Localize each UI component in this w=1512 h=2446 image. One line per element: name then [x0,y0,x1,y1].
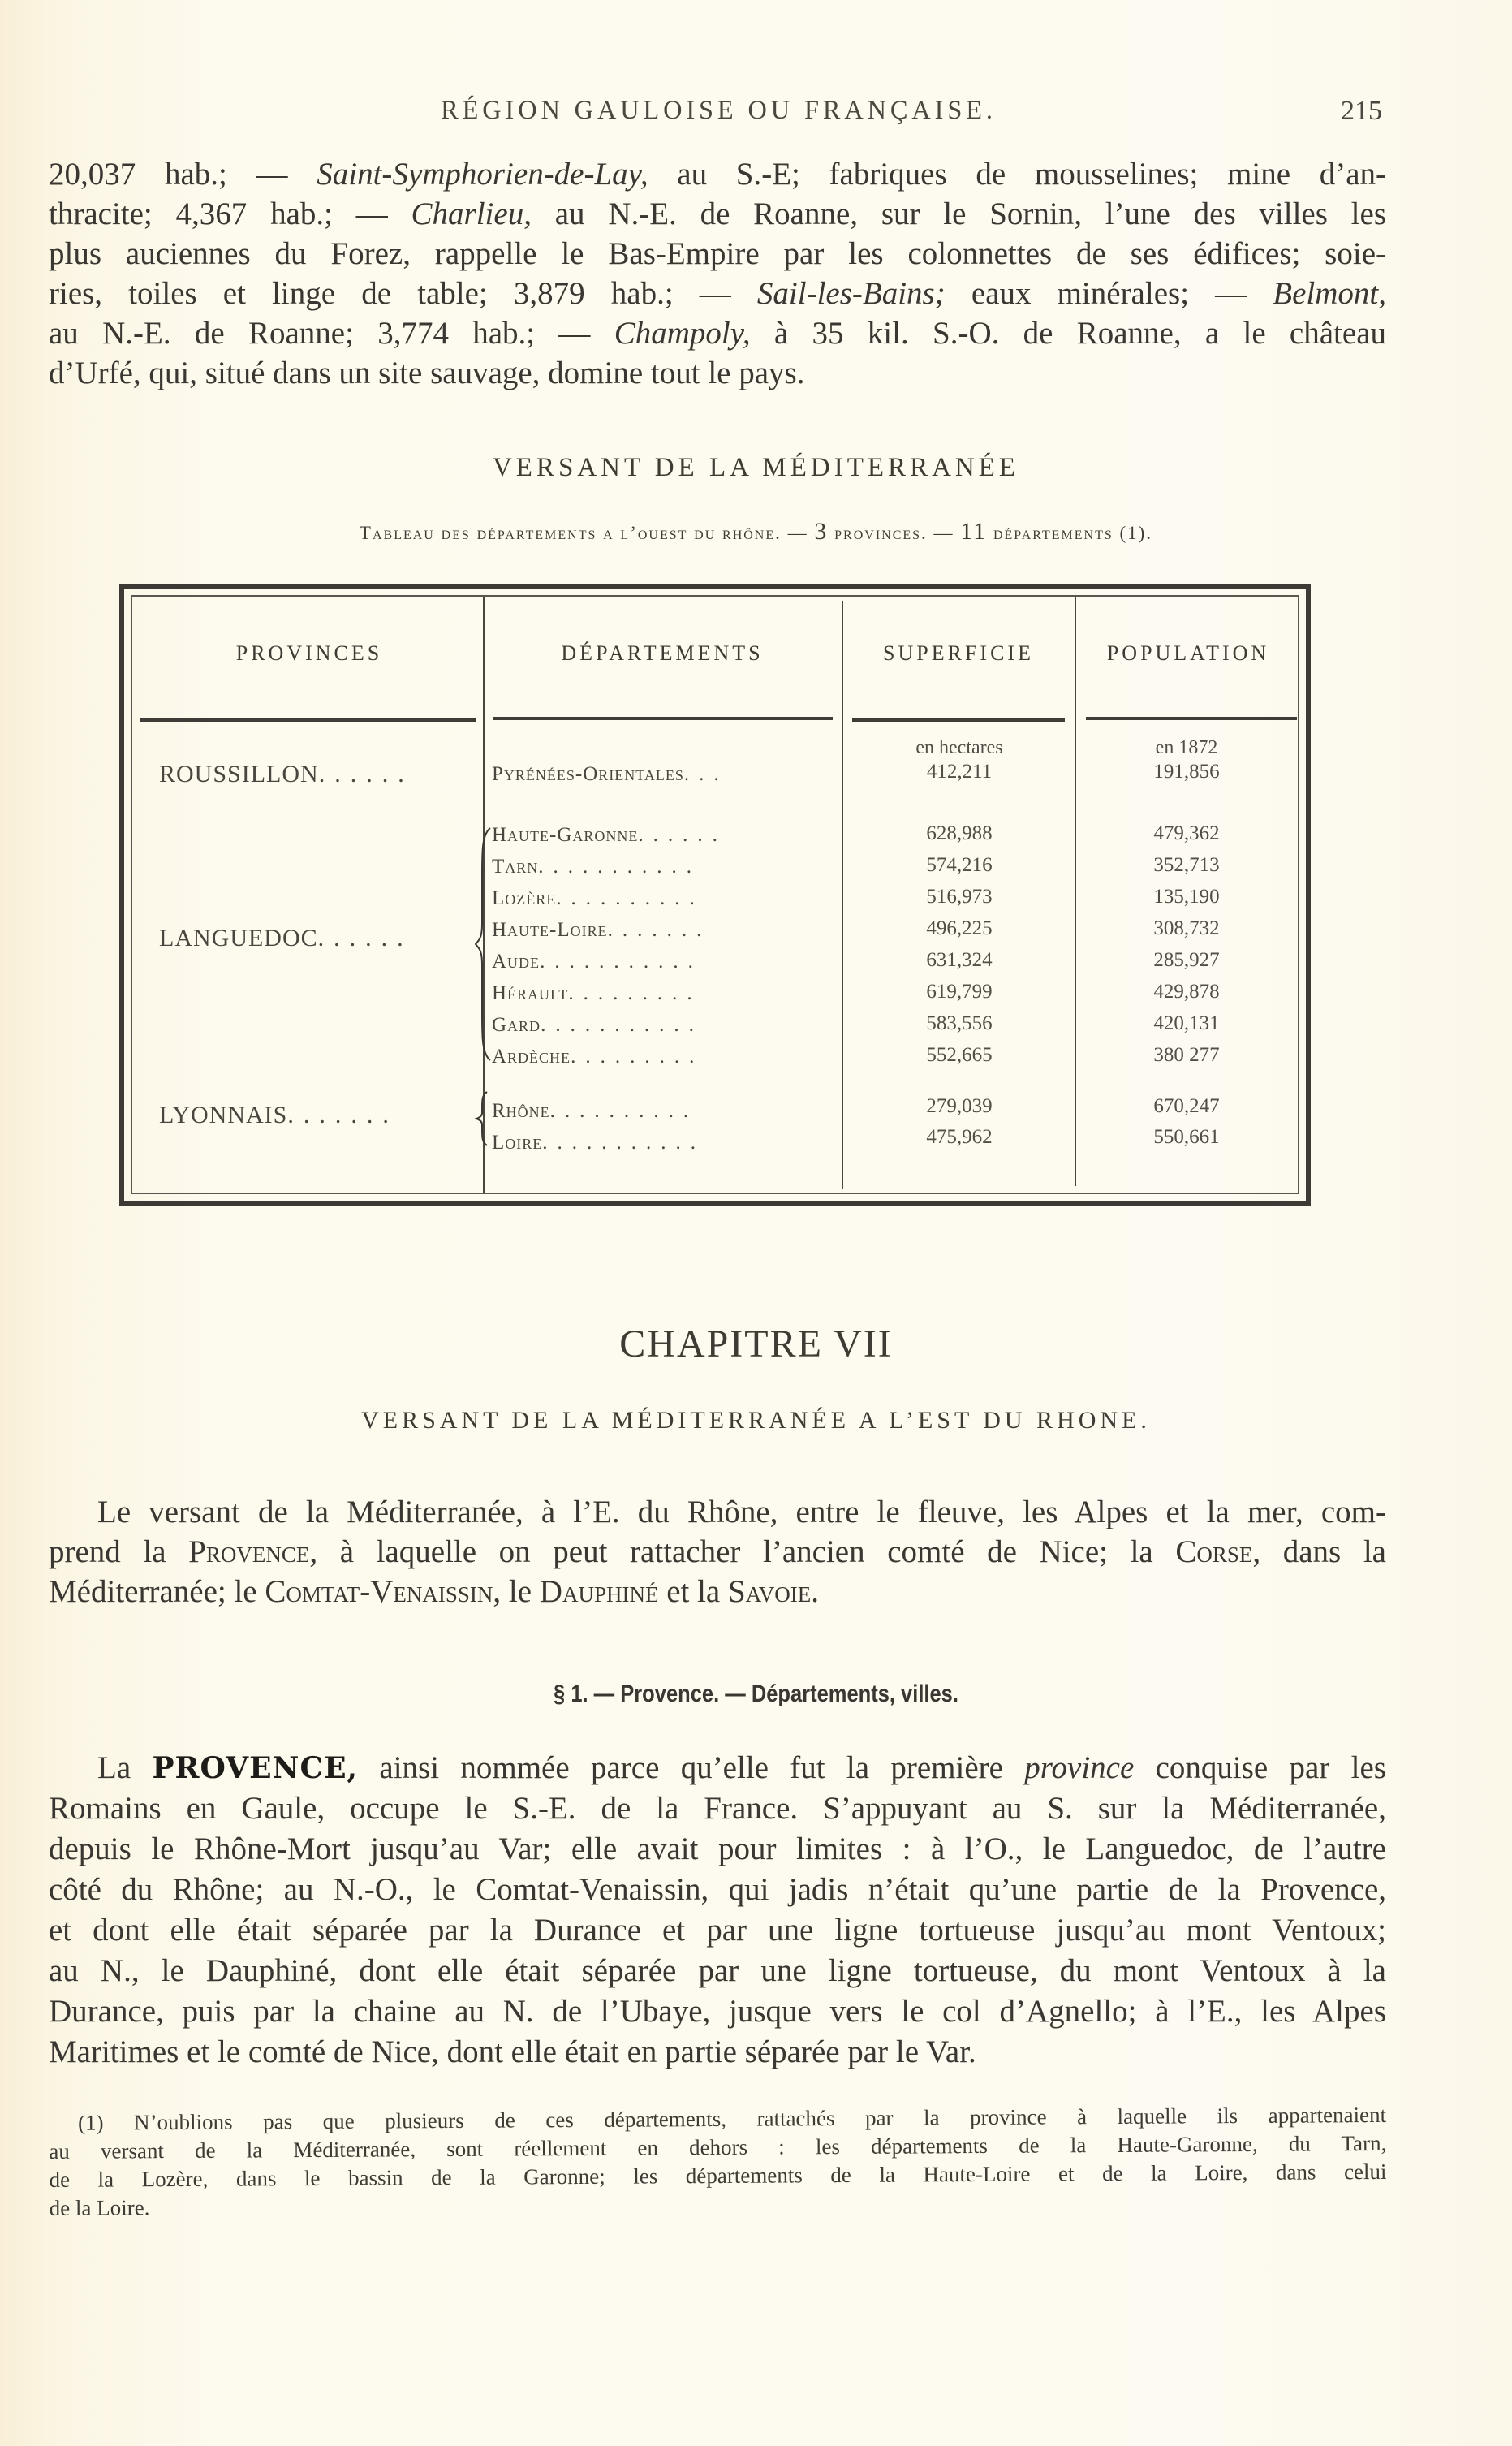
population-value: 550,661 [1153,1126,1220,1148]
leader-dots: ...... [317,925,413,951]
departement-name: Hérault [492,982,569,1004]
text-line [49,1492,1386,1532]
population-value: 479,362 [1153,822,1220,844]
population-value: 308,732 [1153,917,1220,939]
departement-name: Ardèche [492,1046,571,1068]
small-caps-term: Provence [188,1534,310,1569]
text-run: Romains en Gaule, occupe le S.-E. de la France. S’appuyant au S. sur la Méditerranée, [49,1791,1386,1826]
italic-term: province [1024,1750,1135,1785]
text-line [49,1991,1386,2032]
leader-dots: ......... [568,982,702,1004]
caption-text: Tableau des départements a l’ouest du rhône. — [359,523,815,543]
small-caps-term: Savoie [728,1574,812,1609]
top-paragraph [49,154,1386,393]
text-line [49,154,1386,194]
text-line [49,1870,1386,1910]
text-line [49,1532,1386,1572]
column-header-superficie: SUPERFICIE [883,641,1034,665]
leader-dots: .......... [549,1100,699,1122]
text-run: thracite; 4,367 hab.; — [49,196,411,231]
footnote-line: de la Lozère, dans le bassin de la Garonne; les départements de la Haute-Loire et de la Loire, dans celui [49,2159,1387,2192]
leader-dots: ....... [287,1102,398,1128]
leader-dots: ...... [638,824,727,846]
text-run: depuis le Rhône-Mort jusqu’au Var; elle avait pour limites : à l’O., le Languedoc, de l’autre [49,1831,1386,1866]
province-name: LYONNAIS [159,1102,288,1128]
leader-dots: ... [683,763,729,785]
italic-term: Champoly, [614,316,751,351]
text-run: , à laquelle on peut rattacher l’ancien comté de Nice; la [309,1534,1176,1569]
departement-name: Pyrénées-Orientales [492,763,684,785]
superficie-value: 496,225 [926,917,993,939]
column-header-provinces: PROVINCES [235,641,383,665]
population-value: 380 277 [1153,1044,1220,1066]
text-run: Durance, puis par la chaine au N. de l’Ubaye, jusque vers le col d’Agnello; à l’E., les Alpes [49,1994,1386,2029]
text-run: Maritimes et le comté de Nice, dont elle était en partie séparée par le Var. [49,2034,976,2069]
text-line [49,274,1386,313]
italic-term: Belmont, [1273,276,1387,311]
departments-table [119,584,1311,1206]
text-line [49,1829,1386,1870]
leader-dots: .......... [556,887,704,909]
text-line [49,194,1386,234]
text-line [49,234,1386,274]
italic-term: Sail-les-Bains; [756,276,946,311]
table-caption [0,518,1512,546]
section-title-provence: § 1. — Provence. — Départements, villes. [554,1680,958,1707]
province-name: ROUSSILLON [159,761,319,787]
population-value: 420,131 [1153,1012,1220,1034]
departement-name: Loire [492,1132,543,1154]
departement-name: Tarn [492,856,539,878]
population-value: 191,856 [1153,761,1220,783]
leader-dots: ....... [607,919,712,941]
departement-name: Aude [492,951,541,973]
text-run: Le versant de la Méditerranée, à l’E. du Rhône, entre le fleuve, les Alpes et la mer, com- [97,1495,1386,1529]
footnote-line: de la Loire. [49,2195,150,2220]
superficie-value: 475,962 [926,1126,993,1148]
superficie-value: 552,665 [926,1044,993,1066]
text-run: au N., le Dauphiné, dont elle était séparée par une ligne tortueuse, du mont Ventoux à la [49,1953,1386,1988]
leader-dots: ........... [542,1132,706,1154]
chapter-subtitle: VERSANT DE LA MÉDITERRANÉE A L’EST DU RHONE. [361,1407,1151,1434]
caption-text: provinces. — [828,523,961,543]
small-caps-term: Corse [1175,1534,1253,1569]
text-run: ries, toiles et linge de table; 3,879 hab.; — [49,276,757,311]
small-caps-term: Dauphiné [539,1574,659,1609]
footnote [49,2101,1387,2223]
text-line [49,1788,1386,1829]
small-caps-term: Comtat-Venaissin [265,1574,493,1609]
superficie-value: 628,988 [926,822,993,844]
italic-term: Saint-Symphorien-de-Lay, [317,157,648,192]
leader-dots: ...... [318,761,414,787]
text-run: . [811,1574,819,1609]
text-line [49,1910,1386,1951]
text-run: , le [493,1574,540,1609]
superficie-value: 619,799 [926,981,993,1003]
text-line [49,1572,1386,1611]
running-head [0,96,1512,136]
intro-paragraph [49,1492,1386,1611]
text-run: 20,037 hab.; — [49,157,317,192]
population-value: 352,713 [1153,854,1220,876]
superficie-value: 631,324 [926,949,993,971]
population-value: 429,878 [1153,981,1220,1003]
text-run: côté du Rhône; au N.-O., le Comtat-Venaissin, qui jadis n’était qu’une partie de la Provence, [49,1872,1386,1907]
text-run: , dans la [1252,1534,1386,1569]
text-line [49,1748,1386,1788]
text-run: et la [658,1574,728,1609]
text-line [49,353,1386,393]
leader-dots: ......... [571,1046,704,1068]
chapter-title: CHAPITRE VII [619,1322,893,1365]
population-value: 670,247 [1153,1095,1220,1117]
province-name: LANGUEDOC [159,925,318,951]
table-inner-border [131,595,1299,1194]
unit-population: en 1872 [1155,737,1218,758]
text-run: et dont elle était séparée par la Durance et par une ligne tortueuse jusqu’au mont Ventoux; [49,1913,1386,1948]
column-header-population: POPULATION [1106,641,1270,665]
text-run: La [97,1750,153,1785]
caption-province-count: 3 [814,518,829,545]
section-title-versant: VERSANT DE LA MÉDITERRANÉE [492,453,1020,482]
superficie-value: 279,039 [926,1095,993,1117]
text-run: prend la [49,1534,189,1569]
page-number: 215 [1341,96,1382,126]
provence-paragraph [49,1748,1386,2073]
text-run: à 35 kil. S.-O. de Roanne, a le château [750,316,1387,351]
text-run: plus auciennes du Forez, rappelle le Bas-Empire par les colonnettes de ses édifices; soie- [49,236,1386,271]
text-run: Méditerranée; le [49,1574,265,1609]
text-run: ainsi nommée parce qu’elle fut la première [358,1750,1025,1785]
text-line [49,1951,1386,1991]
text-run: eaux minérales; — [945,276,1273,311]
running-head-title: RÉGION GAULOISE OU FRANÇAISE. [441,96,997,125]
superficie-value: 574,216 [926,854,993,876]
superficie-value: 583,556 [926,1012,993,1034]
leader-dots: ........... [541,1014,704,1036]
text-run: au N.-E. de Roanne, sur le Sornin, l’une des villes les [531,196,1386,231]
departement-name: Lozère [492,887,557,909]
text-run: conquise par les [1134,1750,1386,1785]
departement-name: Haute-Loire [492,919,608,941]
column-header-departements: DÉPARTEMENTS [561,641,764,665]
text-line [49,2032,1386,2073]
footnote-line: au versant de la Méditerranée, sont réellement en dehors : les départements de la Haute-Garonne, du Tarn, [49,2130,1387,2163]
departement-name: Haute-Garonne [492,824,639,846]
text-run: d’Urfé, qui, situé dans un site sauvage, domine tout le pays. [49,356,805,390]
superficie-value: 412,211 [926,761,993,783]
population-value: 285,927 [1153,949,1220,971]
departement-name: Rhône [492,1100,550,1122]
superficie-value: 516,973 [926,886,993,908]
unit-superficie: en hectares [915,737,1003,758]
caption-department-count: 11 [960,518,988,545]
text-run: au N.-E. de Roanne; 3,774 hab.; — [49,316,614,351]
caption-text: départements (1). [987,523,1153,543]
departement-name: Gard [492,1014,541,1036]
italic-term: Charlieu, [411,196,532,231]
bold-term: PROVENCE, [152,1751,359,1785]
text-line [49,313,1386,353]
leader-dots: ........... [540,951,703,973]
leader-dots: ........... [538,856,702,878]
text-run: au S.-E; fabriques de mousselines; mine d’an- [648,157,1386,192]
footnote-line: (1) N’oublions pas que plusieurs de ces départements, rattachés par la province à laquelle ils appartenaient [78,2102,1387,2135]
population-value: 135,190 [1153,886,1220,908]
